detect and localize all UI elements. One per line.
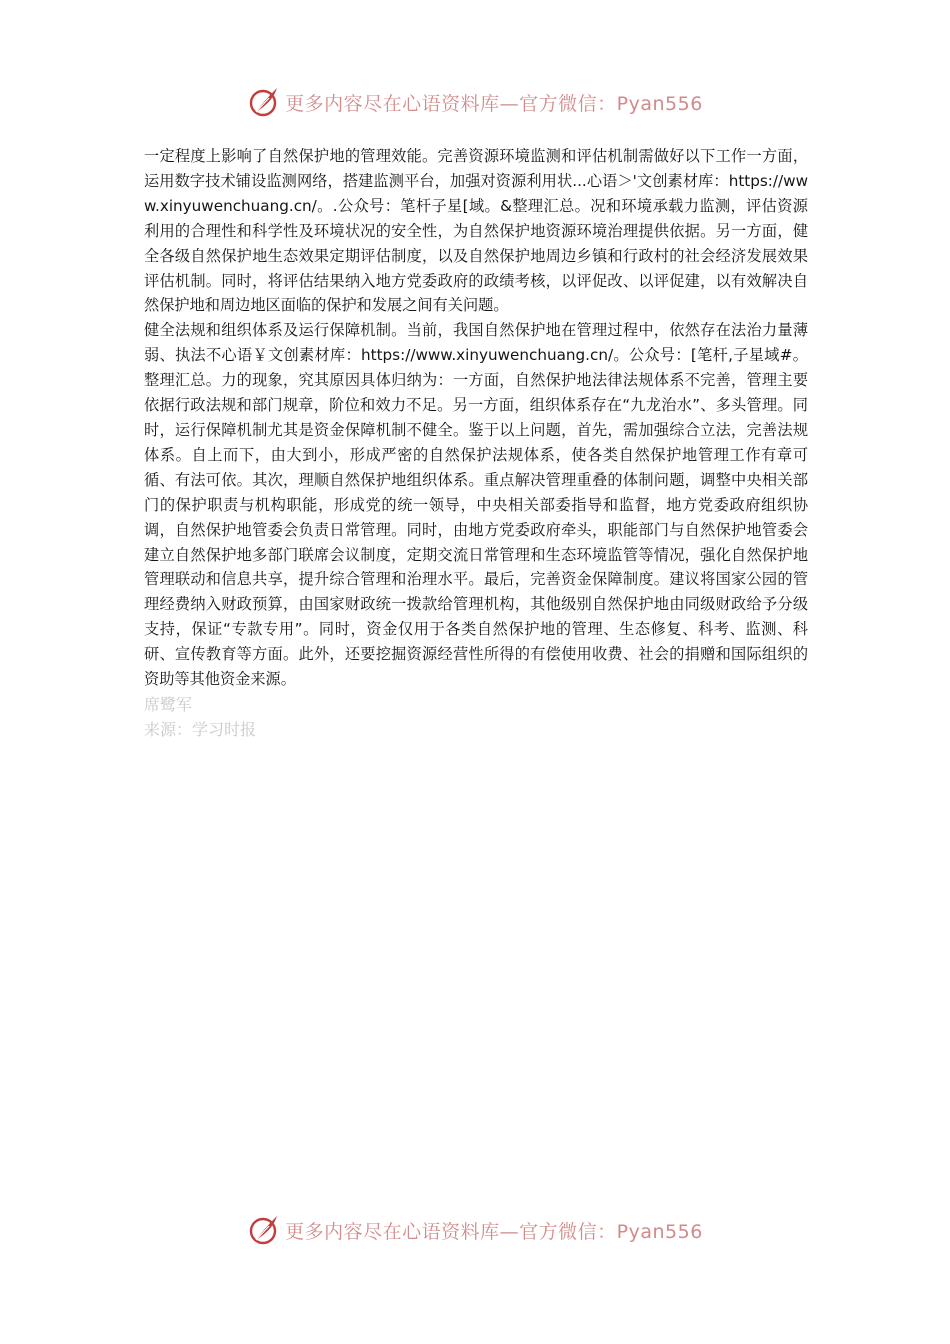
article-source: 来源：学习时报	[144, 719, 257, 739]
paragraph-monitoring: 一定程度上影响了自然保护地的管理效能。完善资源环境监测和评估机制需做好以下工作一方面，运用数字技术铺设监测网络，搭建监测平台，加强对资源利用状...心语＞'文创素材库：https://www.xinyuwenchuang.cn/。.公众号：笔杆子星[域。&整理汇总。况和环境承载力监测，评估资源利用的合理性和科学性及环境状况的安全性，为自然保护地资源环境治理提供依据。另一方面，健全各级自然保护地生态效果定期评估制度，以及自然保护地周边乡镇和行政村的社会经济发展效果评估机制。同时，将评估结果纳入地方党委政府的政绩考核，以评促改、以评促建，以有效解决自然保护地和周边地区面临的保护和发展之间有关问题。	[144, 147, 808, 315]
quill-pen-logo-icon	[247, 1213, 281, 1247]
paragraph-regulations: 健全法规和组织体系及运行保障机制。当前，我国自然保护地在管理过程中，依然存在法治力量薄弱、执法不心语￥文创素材库：https://www.xinyuwenchuang.cn/。公众号：[笔杆,子星域#。整理汇总。力的现象，究其原因具体归纳为：一方面，自然保护地法律法规体系不完善，管理主要依据行政法规和部门规章，阶位和效力不足。另一方面，组织体系存在“九龙治水”、多头管理。同时，运行保障机制尤其是资金保障机制不健全。鉴于以上问题，首先，需加强综合立法，完善法规体系。自上而下，由大到小，形成严密的自然保护法规体系，使各类自然保护地管理工作有章可循、有法可依。其次，理顺自然保护地组织体系。重点解决管理重叠的体制问题，调整中央相关部门的保护职责与机构职能，形成党的统一领导，中央相关部委指导和监督，地方党委政府组织协调，自然保护地管委会负责日常管理。同时，由地方党委政府牵头，职能部门与自然保护地管委会建立自然保护地多部门联席会议制度，定期交流日常管理和生态环境监管等情况，强化自然保护地管理联动和信息共享，提升综合管理和治理水平。最后，完善资金保障制度。建议将国家公园的管理经费纳入财政预算，由国家财政统一拨款给管理机构，其他级别自然保护地由同级财政给予分级支持，保证“专款专用”。同时，资金仅用于各类自然保护地的管理、生态修复、科考、监测、科研、宣传教育等方面。此外，还要挖掘资源经营性所得的有偿使用收费、社会的捐赠和国际组织的资助等其他资金来源。	[144, 321, 808, 689]
header-banner	[0, 80, 950, 124]
article-author: 席鹭军	[144, 694, 193, 714]
banner-text: 更多内容尽在心语资料库—官方微信：Pyan556	[285, 92, 703, 115]
banner-text: 更多内容尽在心语资料库—官方微信：Pyan556	[285, 1220, 703, 1243]
quill-pen-logo-icon	[247, 85, 281, 119]
banner-account: Pyan556	[616, 1220, 703, 1243]
footer-banner	[0, 1208, 950, 1252]
banner-account: Pyan556	[616, 92, 703, 115]
article-body	[144, 144, 808, 742]
